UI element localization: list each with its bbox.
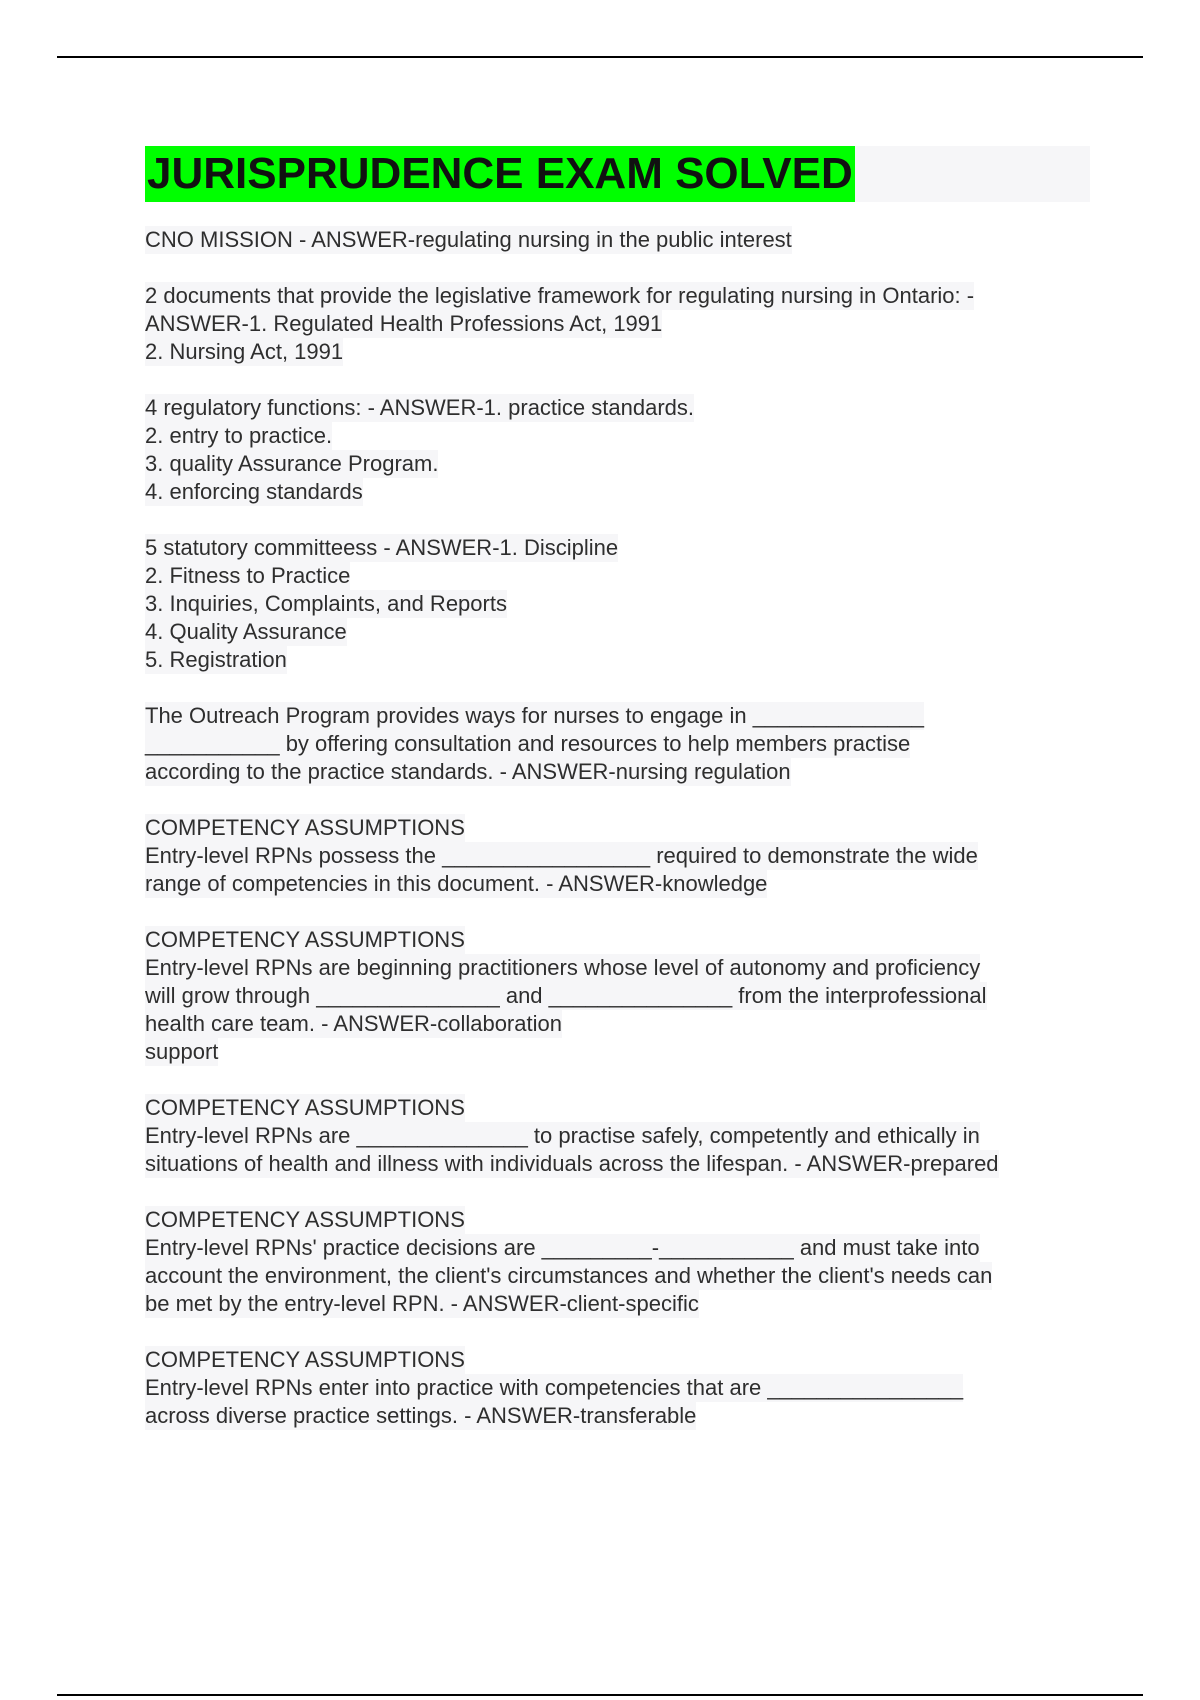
text-line: will grow through _______________ and _______________ from the interprofessional	[145, 983, 987, 1008]
text-line: be met by the entry-level RPN. - ANSWER-client-specific	[145, 1291, 699, 1316]
bottom-rule	[57, 1694, 1143, 1696]
qa-block	[145, 702, 1090, 786]
text-line: The Outreach Program provides ways for nurses to engage in ______________	[145, 703, 925, 728]
document-body	[145, 146, 1090, 1458]
text-line: 2 documents that provide the legislative framework for regulating nursing in Ontario: -	[145, 283, 975, 308]
qa-block	[145, 282, 1090, 366]
title-bar	[145, 146, 1090, 202]
text-line: across diverse practice settings. - ANSWER-transferable	[145, 1403, 697, 1428]
text-line: Entry-level RPNs are ______________ to practise safely, competently and ethically in	[145, 1123, 980, 1148]
page-title: JURISPRUDENCE EXAM SOLVED	[145, 146, 855, 202]
text-line: Entry-level RPNs possess the _________________ required to demonstrate the wide	[145, 843, 978, 868]
text-line: 3. quality Assurance Program.	[145, 451, 439, 476]
qa-block	[145, 814, 1090, 898]
text-line: Entry-level RPNs are beginning practitioners whose level of autonomy and proficiency	[145, 955, 981, 980]
text-line: support	[145, 1039, 219, 1064]
qa-block	[145, 1206, 1090, 1318]
text-line: 4 regulatory functions: - ANSWER-1. practice standards.	[145, 395, 695, 420]
text-line: 2. entry to practice.	[145, 423, 333, 448]
text-line: 2. Fitness to Practice	[145, 563, 351, 588]
qa-list	[145, 226, 1090, 1430]
text-line: COMPETENCY ASSUMPTIONS	[145, 815, 465, 840]
text-line: COMPETENCY ASSUMPTIONS	[145, 1095, 465, 1120]
text-line: range of competencies in this document. - ANSWER-knowledge	[145, 871, 768, 896]
text-line: ___________ by offering consultation and resources to help members practise	[145, 731, 911, 756]
text-line: health care team. - ANSWER-collaboration	[145, 1011, 562, 1036]
text-line: 5. Registration	[145, 647, 287, 672]
qa-block	[145, 394, 1090, 506]
qa-block	[145, 534, 1090, 674]
qa-block	[145, 226, 1090, 254]
text-line: Entry-level RPNs enter into practice with competencies that are ________________	[145, 1375, 964, 1400]
qa-block	[145, 926, 1090, 1066]
text-line: 3. Inquiries, Complaints, and Reports	[145, 591, 507, 616]
text-line: COMPETENCY ASSUMPTIONS	[145, 927, 465, 952]
text-line: COMPETENCY ASSUMPTIONS	[145, 1347, 465, 1372]
text-line: CNO MISSION - ANSWER-regulating nursing in the public interest	[145, 227, 792, 252]
text-line: 4. Quality Assurance	[145, 619, 347, 644]
text-line: according to the practice standards. - ANSWER-nursing regulation	[145, 759, 791, 784]
qa-block	[145, 1346, 1090, 1430]
text-line: 2. Nursing Act, 1991	[145, 339, 344, 364]
text-line: account the environment, the client's circumstances and whether the client's needs can	[145, 1263, 993, 1288]
text-line: Entry-level RPNs' practice decisions are _________-___________ and must take into	[145, 1235, 980, 1260]
qa-block	[145, 1094, 1090, 1178]
text-line: ANSWER-1. Regulated Health Professions Act, 1991	[145, 311, 663, 336]
text-line: 4. enforcing standards	[145, 479, 363, 504]
text-line: 5 statutory committeess - ANSWER-1. Discipline	[145, 535, 619, 560]
top-rule	[57, 56, 1143, 58]
text-line: situations of health and illness with individuals across the lifespan. - ANSWER-prepared	[145, 1151, 999, 1176]
text-line: COMPETENCY ASSUMPTIONS	[145, 1207, 465, 1232]
